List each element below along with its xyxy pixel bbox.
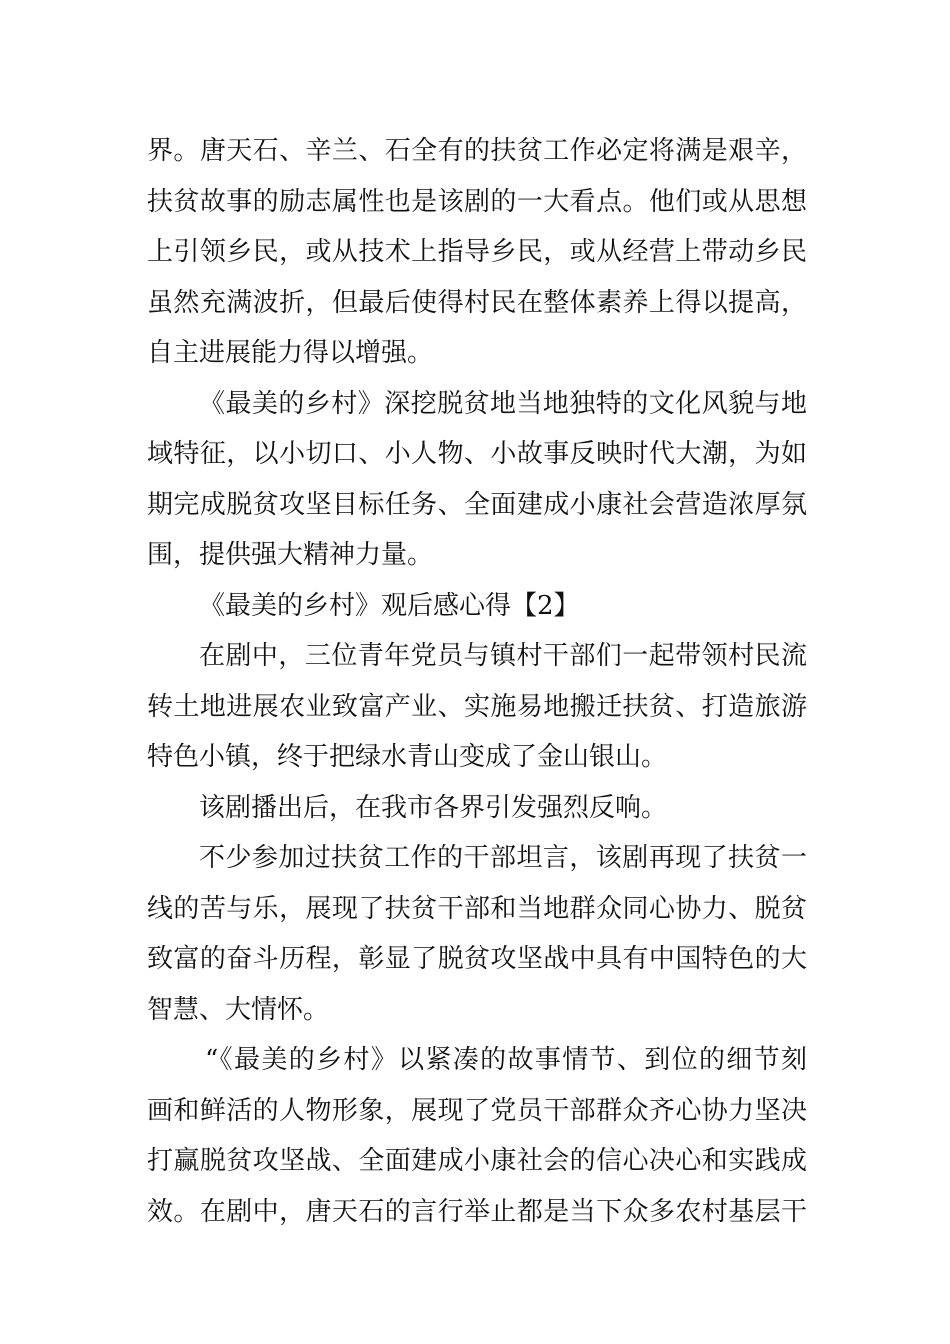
text-line: 线的苦与乐，展现了扶贫干部和当地群众同心协力、脱贫 [147,893,807,924]
text-line: 转土地进展农业致富产业、实施易地搬迁扶贫、打造旅游 [147,691,807,722]
paragraph-first-line: 《最美的乡村》深挖脱贫地当地独特的文化风貌与地 [199,388,807,419]
text-line: 围，提供强大精神力量。 [147,540,434,570]
text-line: 画和鲜活的人物形象，展现了党员干部群众齐心协力坚决 [147,1095,807,1126]
text-line: 自主进展能力得以增强。 [147,338,434,368]
text-line: 效。在剧中，唐天石的言行举止都是当下众多农村基层干 [147,1196,807,1227]
text-line: 致富的奋斗历程，彰显了脱贫攻坚战中具有中国特色的大 [147,944,807,974]
text-line: 智慧、大情怀。 [147,994,330,1025]
text-line: 界。唐天石、辛兰、石全有的扶贫工作必定将满是艰辛， [147,136,807,166]
text-line: 扶贫故事的励志属性也是该剧的一大看点。他们或从思想 [147,186,807,217]
text-line: 打赢脱贫攻坚战、全面建成小康社会的信心决心和实践成 [147,1146,807,1176]
text-line: 虽然充满波折，但最后使得村民在整体素养上得以提高， [147,287,807,318]
text-line: 域特征，以小切口、小人物、小故事反映时代大潮，为如 [147,439,807,469]
paragraph-first-line: 该剧播出后，在我市各界引发强烈反响。 [199,792,668,823]
paragraph-first-line: 在剧中，三位青年党员与镇村干部们一起带领村民流 [199,641,807,671]
text-line: 特色小镇，终于把绿水青山变成了金山银山。 [147,742,668,772]
paragraph-first-line: 不少参加过扶贫工作的干部坦言，该剧再现了扶贫一 [199,843,807,873]
body-text [147,126,807,1237]
paragraph-first-line: “《最美的乡村》以紧凑的故事情节、到位的细节刻 [205,1045,807,1075]
text-line: 上引领乡民，或从技术上指导乡民，或从经营上带动乡民 [147,237,807,267]
text-line: 期完成脱贫攻坚目标任务、全面建成小康社会营造浓厚氛 [147,489,807,520]
section-heading: 《最美的乡村》观后感心得【2】 [199,590,580,621]
